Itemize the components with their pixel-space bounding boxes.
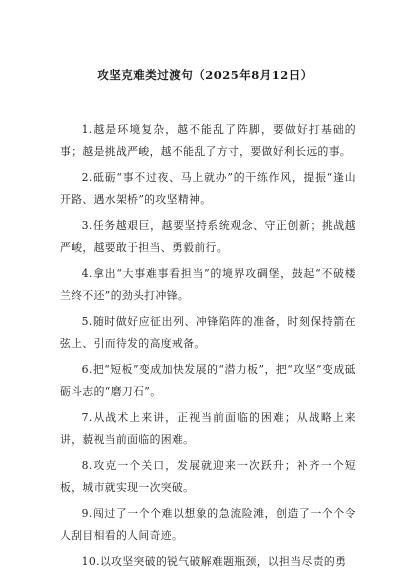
- list-item: 9.闯过了一个个难以想象的急流险滩，创造了一个个令人刮目相看的人间奇迹。: [60, 507, 356, 542]
- list-item: 6.把“短板”变成加快发展的“潜力板”，把“攻坚”变成砥砺斗志的“磨刀石”。: [60, 363, 356, 398]
- list-item: 7.从战术上来讲，正视当前面临的困难；从战略上来讲，藐视当前面临的困难。: [60, 411, 356, 446]
- list-item: 3.任务越艰巨，越要坚持系统观念、守正创新；挑战越严峻，越要敢于担当、勇毅前行。: [60, 219, 356, 254]
- list-item: 1.越是环境复杂，越不能乱了阵脚，要做好打基础的事；越是挑战严峻，越不能乱了方寸，要做好利长远的事。: [60, 123, 356, 158]
- list-item: 4.拿出“大事难事看担当”的境界攻碉堡，鼓起“不破楼兰终不还”的劲头打冲锋。: [60, 267, 356, 302]
- document-title: 攻坚克难类过渡句（2025年8月12日）: [97, 68, 313, 82]
- list-item: 8.攻克一个关口，发展就迎来一次跃升；补齐一个短板，城市就实现一次突破。: [60, 459, 356, 494]
- list-item: 5.随时做好应征出列、冲锋陷阵的准备，时刻保持箭在弦上、引而待发的高度戒备。: [60, 315, 356, 350]
- list-item: 2.砥砺“事不过夜、马上就办”的干练作风，提振“逢山开路、遇水架桥”的攻坚精神。: [60, 171, 356, 206]
- list-item: 10.以攻坚突破的锐气破解难题瓶颈，以担当尽责的勇: [81, 555, 347, 568]
- sentence-list: [60, 119, 356, 577]
